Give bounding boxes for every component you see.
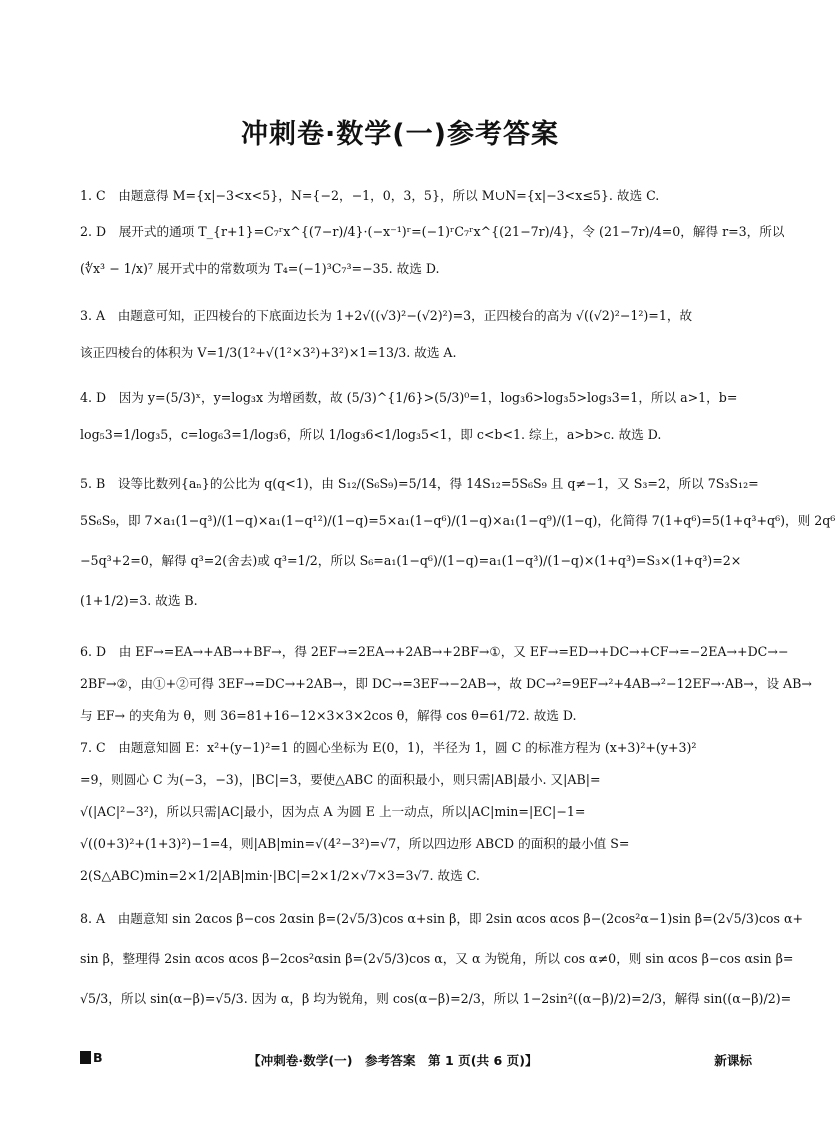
answer-line: 2. D 展开式的通项 T_{r+1}=C₇ʳx^{(7−r)/4}·(−x⁻¹)ʳ=(−1)ʳC₇ʳx^{(21−7r)/4}，令 (21−7r)/4=0，解得 r=3，所以 <box>80 224 785 239</box>
answer-line: 2(S△ABC)min=2×1/2|AB|min·|BC|=2×1/2×√7×3=3√7. 故选 C. <box>80 868 480 883</box>
answer-8 <box>80 904 804 1014</box>
answer-line: √(|AC|²−3²)，所以只需|AC|最小，因为点 A 为圆 E 上一动点，所以|AC|min=|EC|−1= <box>80 804 586 819</box>
answer-7 <box>80 738 752 888</box>
edition-mark-icon <box>80 1051 91 1064</box>
page-footer <box>80 1050 752 1072</box>
answer-line: 6. D 由 EF→=EA→+AB→+BF→，得 2EF→=2EA→+2AB→+2BF→①，又 EF→=ED→+DC→+CF→=−2EA→+DC→− <box>80 644 789 659</box>
answer-line: √5/3，所以 sin(α−β)=√5/3. 因为 α，β 均为锐角，则 cos(α−β)=2/3，所以 1−2sin²((α−β)/2)=2/3，解得 sin((α−β)/2)= <box>80 991 792 1006</box>
footer-curriculum: 新课标 <box>714 1053 752 1068</box>
answer-line: (1+1/2)=3. 故选 B. <box>80 593 198 608</box>
answer-line: 3. A 由题意可知，正四棱台的下底面边长为 1+2√((√3)²−(√2)²)=3，正四棱台的高为 √((√2)²−1²)=1，故 <box>80 308 693 323</box>
answer-line: −5q³+2=0，解得 q³=2(舍去)或 q³=1/2，所以 S₆=a₁(1−q⁶)/(1−q)=a₁(1−q³)/(1−q)×(1+q³)=S₃×(1+q³)=2× <box>80 553 742 568</box>
answer-3 <box>80 306 752 368</box>
answer-line: 4. D 因为 y=(5/3)ˣ，y=log₃x 为增函数，故 (5/3)^{1/6}>(5/3)⁰=1，log₃6>log₃5>log₃3=1，所以 a>1，b= <box>80 390 738 405</box>
answer-2 <box>80 222 785 284</box>
footer-edition-label: B <box>93 1050 103 1065</box>
answer-line: 8. A 由题意知 sin 2αcos β−cos 2αsin β=(2√5/3)cos α+sin β，即 2sin αcos αcos β−(2cos²α−1)sin β=(2√5/3)cos α+ <box>80 911 804 926</box>
answer-line: sin β，整理得 2sin αcos αcos β−2cos²αsin β=(2√5/3)cos α，又 α 为锐角，所以 cos α≠0，则 sin αcos β−cos αsin β= <box>80 951 794 966</box>
answer-line: 7. C 由题意知圆 E：x²+(y−1)²=1 的圆心坐标为 E(0，1)，半径为 1，圆 C 的标准方程为 (x+3)²+(y+3)² <box>80 740 697 755</box>
answer-line: =9，则圆心 C 为(−3，−3)，|BC|=3，要使△ABC 的面积最小，则只需|AB|最小. 又|AB|= <box>80 772 601 787</box>
footer-page-info: 【冲刺卷·数学(一) 参考答案 第 1 页(共 6 页)】 <box>248 1053 538 1068</box>
answer-5 <box>80 474 835 616</box>
answer-line: 2BF→②，由①+②可得 3EF→=DC→+2AB→，即 DC→=3EF→−2AB→，故 DC→²=9EF→²+4AB→²−12EF→·AB→，设 AB→ <box>80 676 812 691</box>
answer-line: 与 EF→ 的夹角为 θ，则 36=81+16−12×3×3×2cos θ，解得 cos θ=61/72. 故选 D. <box>80 708 577 723</box>
answer-line: 5. B 设等比数列{aₙ}的公比为 q(q<1)，由 S₁₂/(S₆S₉)=5/14，得 14S₁₂=5S₆S₉ 且 q≠−1，又 S₃=2，所以 7S₃S₁₂= <box>80 476 759 491</box>
answer-line: √((0+3)²+(1+3)²)−1=4，则|AB|min=√(4²−3²)=√7，所以四边形 ABCD 的面积的最小值 S= <box>80 836 630 851</box>
answer-1 <box>80 186 752 208</box>
answer-line: 该正四棱台的体积为 V=1/3(1²+√(1²×3²)+3²)×1=13/3. 故选 A. <box>80 345 457 360</box>
footer-edition <box>80 1050 103 1065</box>
answer-line: 5S₆S₉，即 7×a₁(1−q³)/(1−q)×a₁(1−q¹²)/(1−q)=5×a₁(1−q⁶)/(1−q)×a₁(1−q⁹)/(1−q)，化简得 7(1+q⁶)=5(1+q³+q⁶)，则 2q⁶ <box>80 513 835 528</box>
answer-4 <box>80 388 752 450</box>
answer-line: log₅3=1/log₃5，c=log₆3=1/log₃6，所以 1/log₃6<1/log₃5<1，即 c<b<1. 综上，a>b>c. 故选 D. <box>80 427 662 442</box>
answer-line: 1. C 由题意得 M={x|−3<x<5}，N={−2，−1，0，3，5}，所以 M∪N={x|−3<x≤5}. 故选 C. <box>80 188 660 203</box>
answer-line: (∜x³ − 1/x)⁷ 展开式中的常数项为 T₄=(−1)³C₇³=−35. 故选 D. <box>80 261 440 276</box>
page-title: 冲刺卷·数学(一)参考答案 <box>241 119 559 150</box>
answer-6 <box>80 642 812 728</box>
